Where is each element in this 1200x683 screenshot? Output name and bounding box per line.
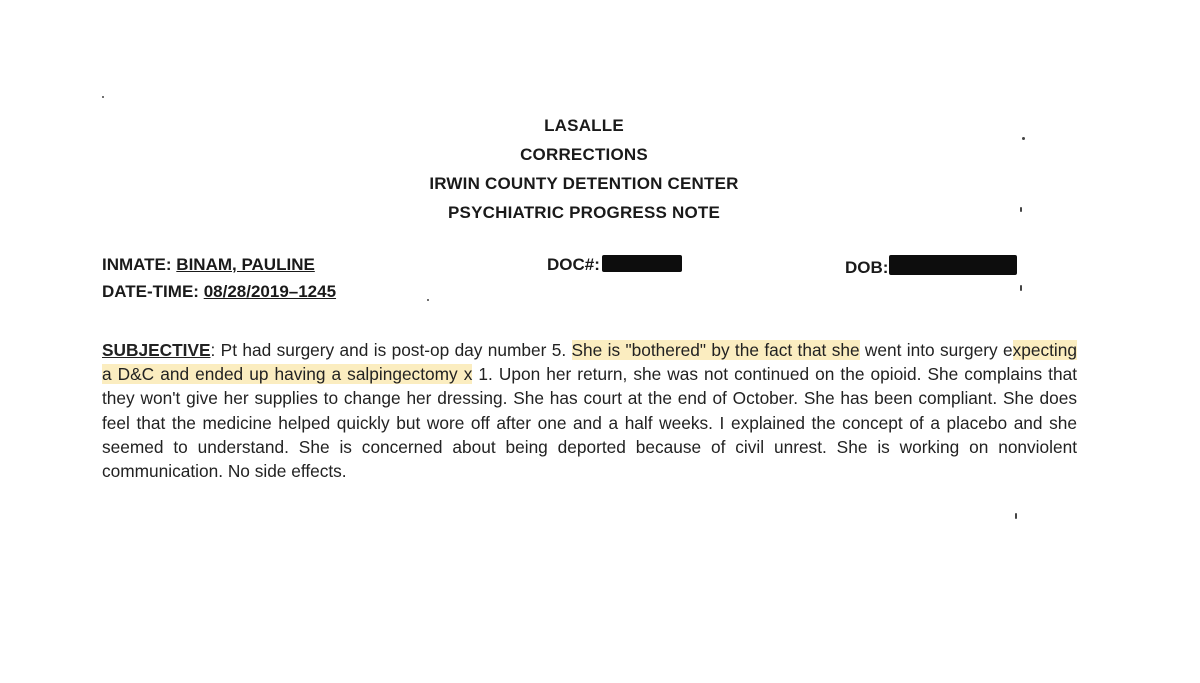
header-line-facility: IRWIN COUNTY DETENTION CENTER [429, 174, 739, 193]
note-text-part1: Pt had surgery and is post-op day number 5. [215, 340, 572, 360]
note-text-part2: went into surgery e [859, 340, 1013, 360]
dob-redaction [889, 255, 1017, 275]
note-highlight-1: She is "bothered" by the fact that she [571, 340, 860, 360]
note-highlight-2: xpecting a D&C and ended up having a salpingectomy x [102, 340, 1077, 385]
dob-field [845, 255, 1017, 278]
subjective-note [102, 338, 1077, 483]
subjective-colon: : [210, 340, 216, 360]
inmate-name: BINAM, PAULINE [176, 255, 315, 274]
header-line-lasalle: LASALLE [544, 116, 624, 135]
scan-speck [1015, 513, 1017, 519]
doc-number-redaction [602, 255, 682, 272]
inmate-label: INMATE: [102, 255, 172, 274]
subjective-label: SUBJECTIVE [102, 340, 211, 360]
doc-number-label: DOC#: [547, 255, 600, 274]
dob-label: DOB: [845, 258, 889, 277]
inmate-field [102, 255, 315, 275]
scan-speck [1022, 137, 1025, 140]
scan-speck [427, 299, 429, 301]
doc-number-field [547, 255, 682, 275]
datetime-field [102, 282, 336, 302]
datetime-label: DATE-TIME: [102, 282, 199, 301]
note-text-part3: 1. Upon her return, she was not continued on the opioid. She complains that they won't give her supplies to change her dressing. She has court at the end of October. She has been compliant. She does feel that the medicine helped quickly but wore off after one and a half weeks. I explained the concept of a placebo and she seemed to understand. She is concerned about being deported because of civil unrest. She is working on nonviolent communication. No side effects. [102, 364, 1077, 482]
header-line-corrections: CORRECTIONS [520, 145, 648, 164]
scan-speck [1020, 285, 1022, 291]
scan-speck [102, 96, 104, 98]
header-line-note-type: PSYCHIATRIC PROGRESS NOTE [448, 203, 720, 222]
scan-speck [1020, 207, 1022, 212]
datetime-value: 08/28/2019–1245 [203, 282, 337, 301]
